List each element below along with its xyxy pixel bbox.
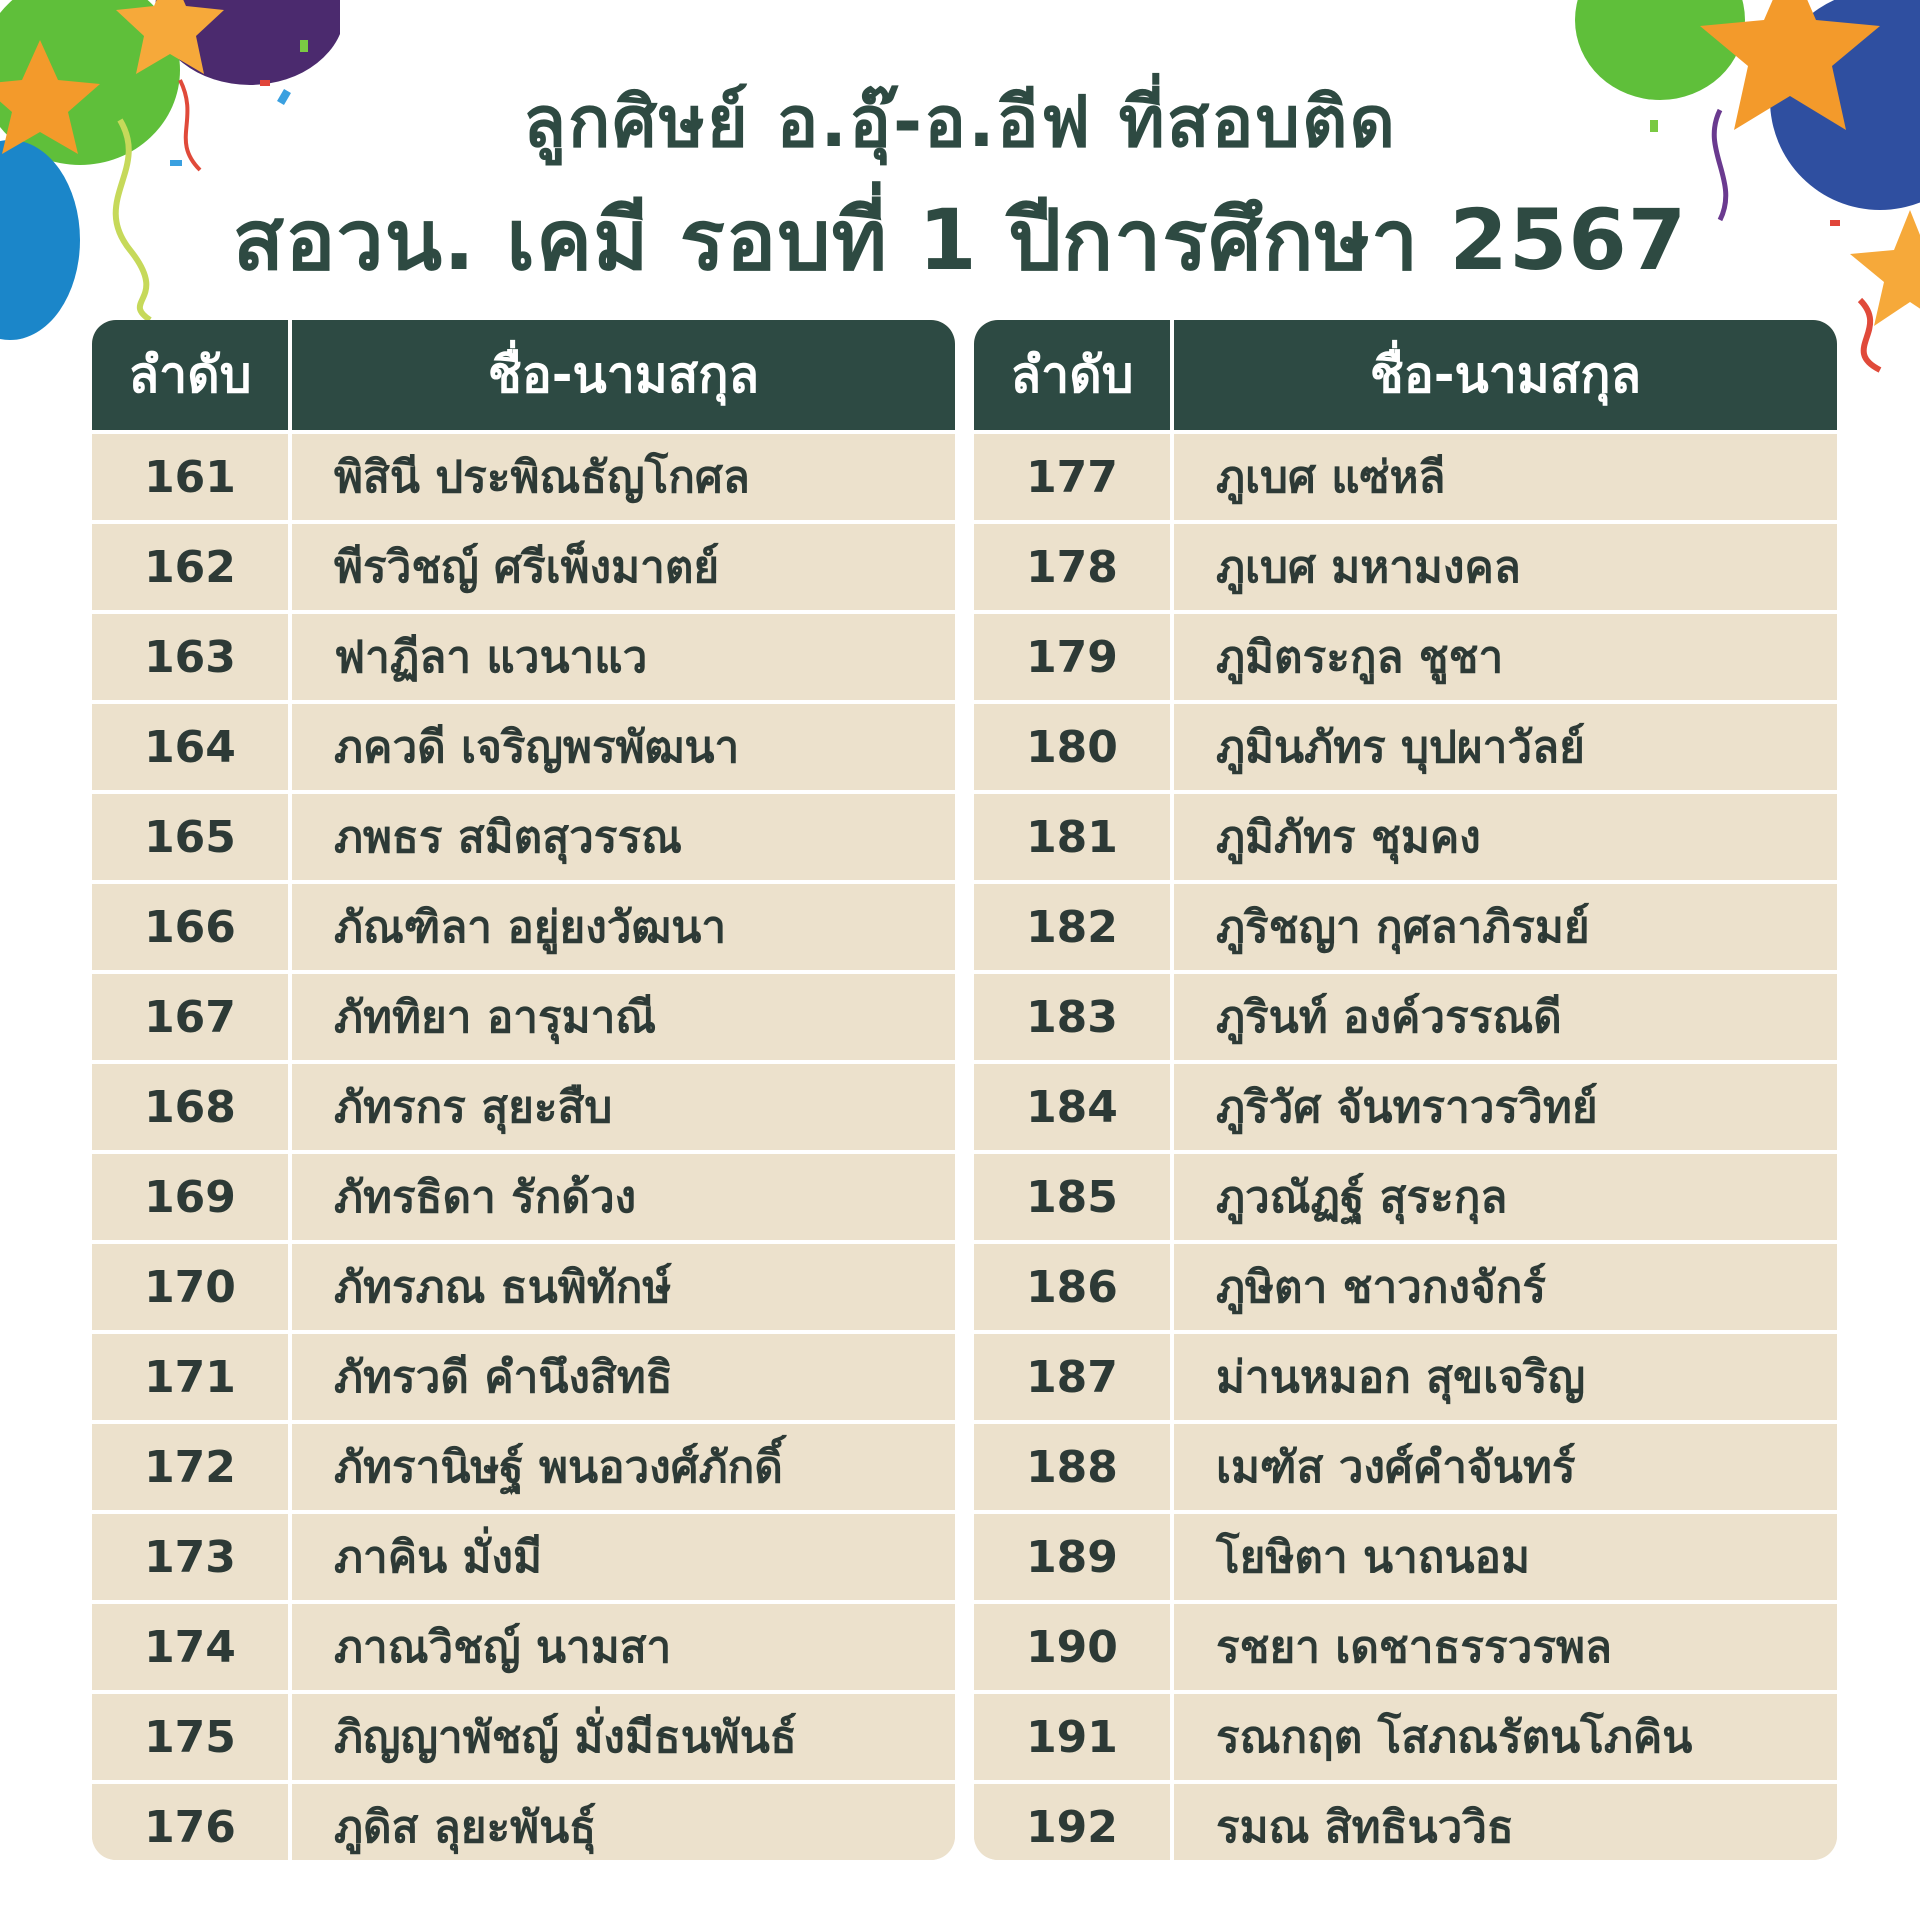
table-row xyxy=(92,1780,955,1860)
row-number: 187 xyxy=(974,1334,1174,1420)
table-row xyxy=(974,1150,1837,1240)
row-number: 174 xyxy=(92,1604,292,1690)
row-number: 163 xyxy=(92,614,292,700)
header-name: ชื่อ-นามสกุล xyxy=(487,345,760,404)
row-name: ภพธร สมิตสุวรรณ xyxy=(334,812,682,863)
row-name: รชยา เดชาธรรวรพล xyxy=(1216,1622,1612,1673)
row-number: 171 xyxy=(92,1334,292,1420)
row-name: ม่านหมอก สุขเจริญ xyxy=(1216,1352,1586,1403)
table-row xyxy=(92,1510,955,1600)
row-number: 166 xyxy=(92,884,292,970)
row-name: รมณ สิทธินววิธ xyxy=(1216,1802,1514,1853)
row-name: ภูษิตา ชาวกงจักร์ xyxy=(1216,1262,1547,1313)
row-name: พีรวิชญ์ ศรีเพ็งมาตย์ xyxy=(334,542,720,593)
results-table-left xyxy=(92,320,955,1860)
row-number: 185 xyxy=(974,1154,1174,1240)
table-header xyxy=(92,320,955,430)
page-title-line-1: ลูกศิษย์ อ.อุ๊-อ.อีฟ ที่สอบติด xyxy=(523,81,1397,163)
table-row xyxy=(974,1240,1837,1330)
table-row xyxy=(974,610,1837,700)
row-name: ภัทรภณ ธนพิทักษ์ xyxy=(334,1262,672,1313)
table-row xyxy=(974,1690,1837,1780)
table-row xyxy=(92,430,955,520)
row-name: พิสินี ประพิณธัญโกศล xyxy=(334,452,750,503)
table-row xyxy=(92,520,955,610)
row-number: 167 xyxy=(92,974,292,1060)
table-row xyxy=(92,1600,955,1690)
table-row xyxy=(974,880,1837,970)
row-number: 178 xyxy=(974,524,1174,610)
table-row xyxy=(92,880,955,970)
row-number: 179 xyxy=(974,614,1174,700)
table-header xyxy=(974,320,1837,430)
table-row xyxy=(92,1150,955,1240)
row-number: 186 xyxy=(974,1244,1174,1330)
row-name: ภูวณัฏฐ์ สุระกุล xyxy=(1216,1172,1508,1223)
table-row xyxy=(92,1060,955,1150)
row-number: 172 xyxy=(92,1424,292,1510)
header-order: ลำดับ xyxy=(92,320,292,430)
header-name: ชื่อ-นามสกุล xyxy=(1369,345,1642,404)
table-row xyxy=(92,610,955,700)
row-name: รณกฤต โสภณรัตนโภคิน xyxy=(1216,1712,1693,1763)
row-name: ภูมิภัทร ชุมคง xyxy=(1216,812,1481,863)
page-title-line-2: สอวน. เคมี รอบที่ 1 ปีการศึกษา 2567 xyxy=(232,191,1688,289)
row-name: ภิญญาพัชญ์ มั่งมีธนพันธ์ xyxy=(334,1712,797,1763)
table-row xyxy=(974,430,1837,520)
table-row xyxy=(974,520,1837,610)
row-number: 180 xyxy=(974,704,1174,790)
row-number: 170 xyxy=(92,1244,292,1330)
table-row xyxy=(92,1330,955,1420)
row-number: 162 xyxy=(92,524,292,610)
results-table-right xyxy=(974,320,1837,1860)
row-name: ภาณวิชญ์ นามสา xyxy=(334,1622,672,1673)
row-number: 173 xyxy=(92,1514,292,1600)
row-number: 161 xyxy=(92,434,292,520)
row-name: ภาคิน มั่งมี xyxy=(334,1532,543,1583)
row-name: ฟาฏีลา แวนาแว xyxy=(334,632,648,683)
row-name: ภัททิยา อารุมาณี xyxy=(334,992,657,1043)
table-row xyxy=(92,700,955,790)
table-row xyxy=(974,1330,1837,1420)
table-row xyxy=(974,790,1837,880)
table-row xyxy=(974,1060,1837,1150)
table-row xyxy=(974,1510,1837,1600)
row-number: 177 xyxy=(974,434,1174,520)
table-row xyxy=(92,1240,955,1330)
row-name: ภัณฑิลา อยู่ยงวัฒนา xyxy=(334,902,727,953)
row-number: 183 xyxy=(974,974,1174,1060)
table-row xyxy=(974,700,1837,790)
row-name: เมฑัส วงศ์คำจันทร์ xyxy=(1216,1442,1576,1493)
table-row xyxy=(974,1780,1837,1860)
row-number: 192 xyxy=(974,1784,1174,1860)
row-number: 190 xyxy=(974,1604,1174,1690)
row-number: 169 xyxy=(92,1154,292,1240)
table-row xyxy=(974,1420,1837,1510)
row-number: 176 xyxy=(92,1784,292,1860)
row-name: ภูรินท์ องค์วรรณดี xyxy=(1216,992,1562,1043)
row-name: ภูมิตระกูล ชูชา xyxy=(1216,632,1504,683)
row-name: ภูมินภัทร บุปผาวัลย์ xyxy=(1216,722,1585,773)
row-number: 181 xyxy=(974,794,1174,880)
header-order: ลำดับ xyxy=(974,320,1174,430)
row-name: ภัทรวดี คำนึงสิทธิ xyxy=(334,1352,673,1403)
row-name: ภัทรกร สุยะสืบ xyxy=(334,1082,613,1133)
row-name: ภูเบศ มหามงคล xyxy=(1216,542,1521,593)
table-row xyxy=(974,1600,1837,1690)
row-name: โยษิตา นาถนอม xyxy=(1216,1532,1530,1583)
row-number: 168 xyxy=(92,1064,292,1150)
row-number: 165 xyxy=(92,794,292,880)
row-number: 189 xyxy=(974,1514,1174,1600)
row-name: ภัทรธิดา รักด้วง xyxy=(334,1172,637,1223)
table-row xyxy=(92,790,955,880)
row-number: 164 xyxy=(92,704,292,790)
row-number: 182 xyxy=(974,884,1174,970)
row-number: 175 xyxy=(92,1694,292,1780)
table-row xyxy=(92,1420,955,1510)
table-row xyxy=(92,1690,955,1780)
streamer-icon xyxy=(1860,300,1880,370)
row-number: 184 xyxy=(974,1064,1174,1150)
row-number: 191 xyxy=(974,1694,1174,1780)
row-name: ภควดี เจริญพรพัฒนา xyxy=(334,722,740,773)
table-row xyxy=(974,970,1837,1060)
row-name: ภูดิส ลุยะพันธุ์ xyxy=(334,1802,597,1853)
row-name: ภูริชญา กุศลาภิรมย์ xyxy=(1216,902,1590,953)
confetti-icon xyxy=(300,40,308,52)
row-number: 188 xyxy=(974,1424,1174,1510)
table-row xyxy=(92,970,955,1060)
row-name: ภัทรานิษฐ์ พนอวงศ์ภักดิ์ xyxy=(334,1442,783,1493)
row-name: ภูเบศ แซ่หลี xyxy=(1216,452,1446,503)
row-name: ภูริวัศ จันทราวรวิทย์ xyxy=(1216,1082,1598,1133)
